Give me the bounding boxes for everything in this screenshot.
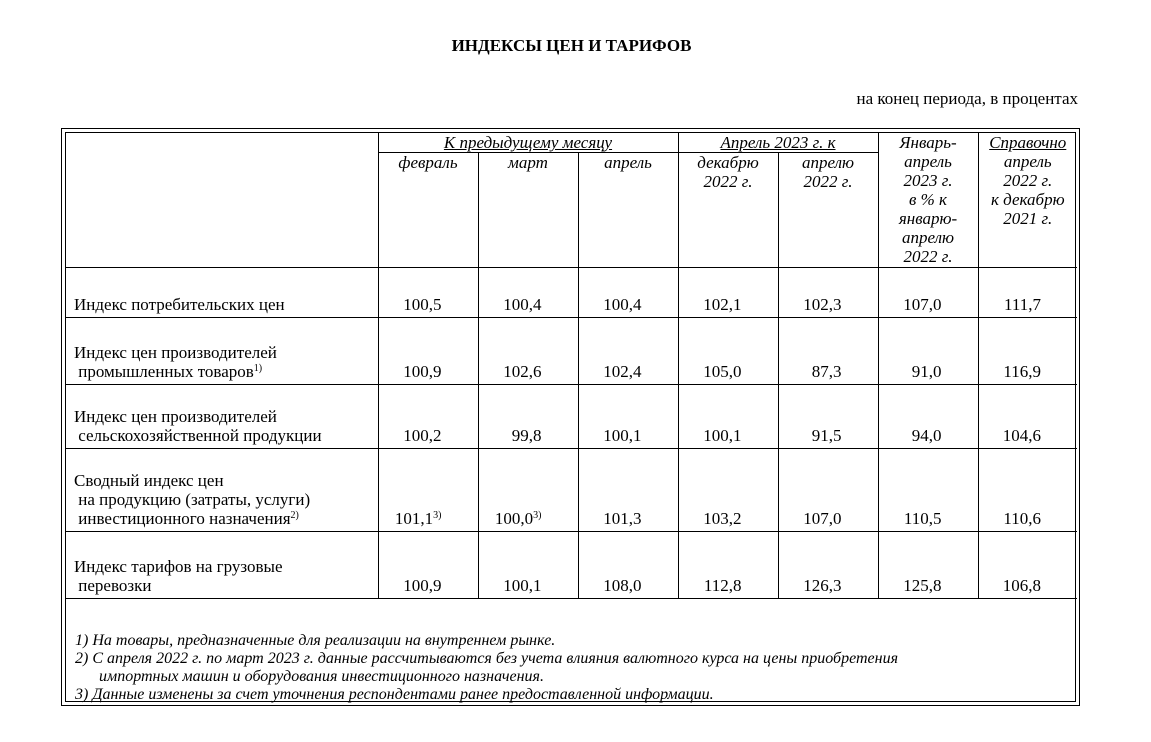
table-frame: [61, 128, 1080, 706]
header-col-feb: февраль: [378, 153, 478, 268]
footnote-1: 1) На товары, предназначенные для реализации на внутреннем рынке.: [75, 632, 556, 649]
header-col-apr2022: апрелю 2022 г.: [778, 153, 878, 268]
header-reference: Справочно апрель 2022 г. к декабрю 2021 г.: [978, 133, 1077, 268]
header-col-dec2022: декабрю 2022 г.: [678, 153, 778, 268]
table-row: [66, 318, 1077, 385]
row-label: Индекс потребительских цен: [66, 268, 378, 318]
header-group-prev-month: К предыдущему месяцу: [378, 133, 678, 153]
footnote-3: 3) Данные изменены за счет уточнения респондентами ранее предоставленной информации.: [75, 686, 714, 703]
row-label: Сводный индекс цен на продукцию (затраты, услуги) инвестиционного назначения$^{2)}$: [66, 449, 378, 532]
table-cell: 105,0: [678, 318, 778, 385]
table-cell: 100,5: [378, 268, 478, 318]
table-cell: 104,6: [978, 385, 1077, 449]
table-cell: 91,0: [878, 318, 978, 385]
table-cell: 101,1$^{3)}$: [378, 449, 478, 532]
table-cell: 100,1: [478, 532, 578, 599]
table-cell: 102,3: [778, 268, 878, 318]
table-row: [66, 268, 1077, 318]
table-cell: 87,3: [778, 318, 878, 385]
table-row: [66, 449, 1077, 532]
footnote-2: 2) С апреля 2022 г. по март 2023 г. данные рассчитываются без учета влияния валютного курса на цены приобретения: [75, 650, 899, 667]
page-title: ИНДЕКСЫ ЦЕН И ТАРИФОВ: [451, 36, 692, 55]
table-cell: 102,4: [578, 318, 678, 385]
table-cell: 94,0: [878, 385, 978, 449]
row-label: Индекс цен производителей промышленных товаров$^{1)}$: [66, 318, 378, 385]
table-cell: 100,2: [378, 385, 478, 449]
table-cell: 100,9: [378, 318, 478, 385]
table-cell: 126,3: [778, 532, 878, 599]
row-label: Индекс тарифов на грузовые перевозки: [66, 532, 378, 599]
table-cell: 91,5: [778, 385, 878, 449]
table-cell: 100,4: [478, 268, 578, 318]
table-cell: 100,4: [578, 268, 678, 318]
table-cell: 110,6: [978, 449, 1077, 532]
header-jan-apr: Январь- апрель 2023 г. в % к январю- апрелю 2022 г.: [878, 133, 978, 268]
table-cell: 107,0: [778, 449, 878, 532]
header-group-april-2023: Апрель 2023 г. к: [678, 133, 878, 153]
table-cell: 125,8: [878, 532, 978, 599]
table-row: [66, 532, 1077, 599]
row-label: Индекс цен производителей сельскохозяйственной продукции: [66, 385, 378, 449]
units-caption: на конец периода, в процентах: [856, 89, 1078, 108]
table-cell: 110,5: [878, 449, 978, 532]
table-cell: 116,9: [978, 318, 1077, 385]
table-cell: 100,1: [678, 385, 778, 449]
table-cell: 99,8: [478, 385, 578, 449]
header-col-apr: апрель: [578, 153, 678, 268]
price-index-table: [66, 133, 1077, 599]
table-cell: 101,3: [578, 449, 678, 532]
table-cell: 103,2: [678, 449, 778, 532]
table-cell: 100,1: [578, 385, 678, 449]
table-cell: 100,9: [378, 532, 478, 599]
table-cell: 112,8: [678, 532, 778, 599]
table-cell: 107,0: [878, 268, 978, 318]
table-cell: 100,0$^{3)}$: [478, 449, 578, 532]
table-cell: 108,0: [578, 532, 678, 599]
table-cell: 111,7: [978, 268, 1077, 318]
header-group-row: [66, 133, 1077, 153]
table-row: [66, 385, 1077, 449]
table-inner-frame: [65, 132, 1076, 702]
table-cell: 106,8: [978, 532, 1077, 599]
table-cell: 102,6: [478, 318, 578, 385]
table-cell: 102,1: [678, 268, 778, 318]
header-empty-cell: [66, 133, 378, 268]
footnote-2-continued: импортных машин и оборудования инвестиционного назначения.: [99, 668, 544, 685]
header-col-mar: март: [478, 153, 578, 268]
footnotes: [75, 632, 1071, 704]
